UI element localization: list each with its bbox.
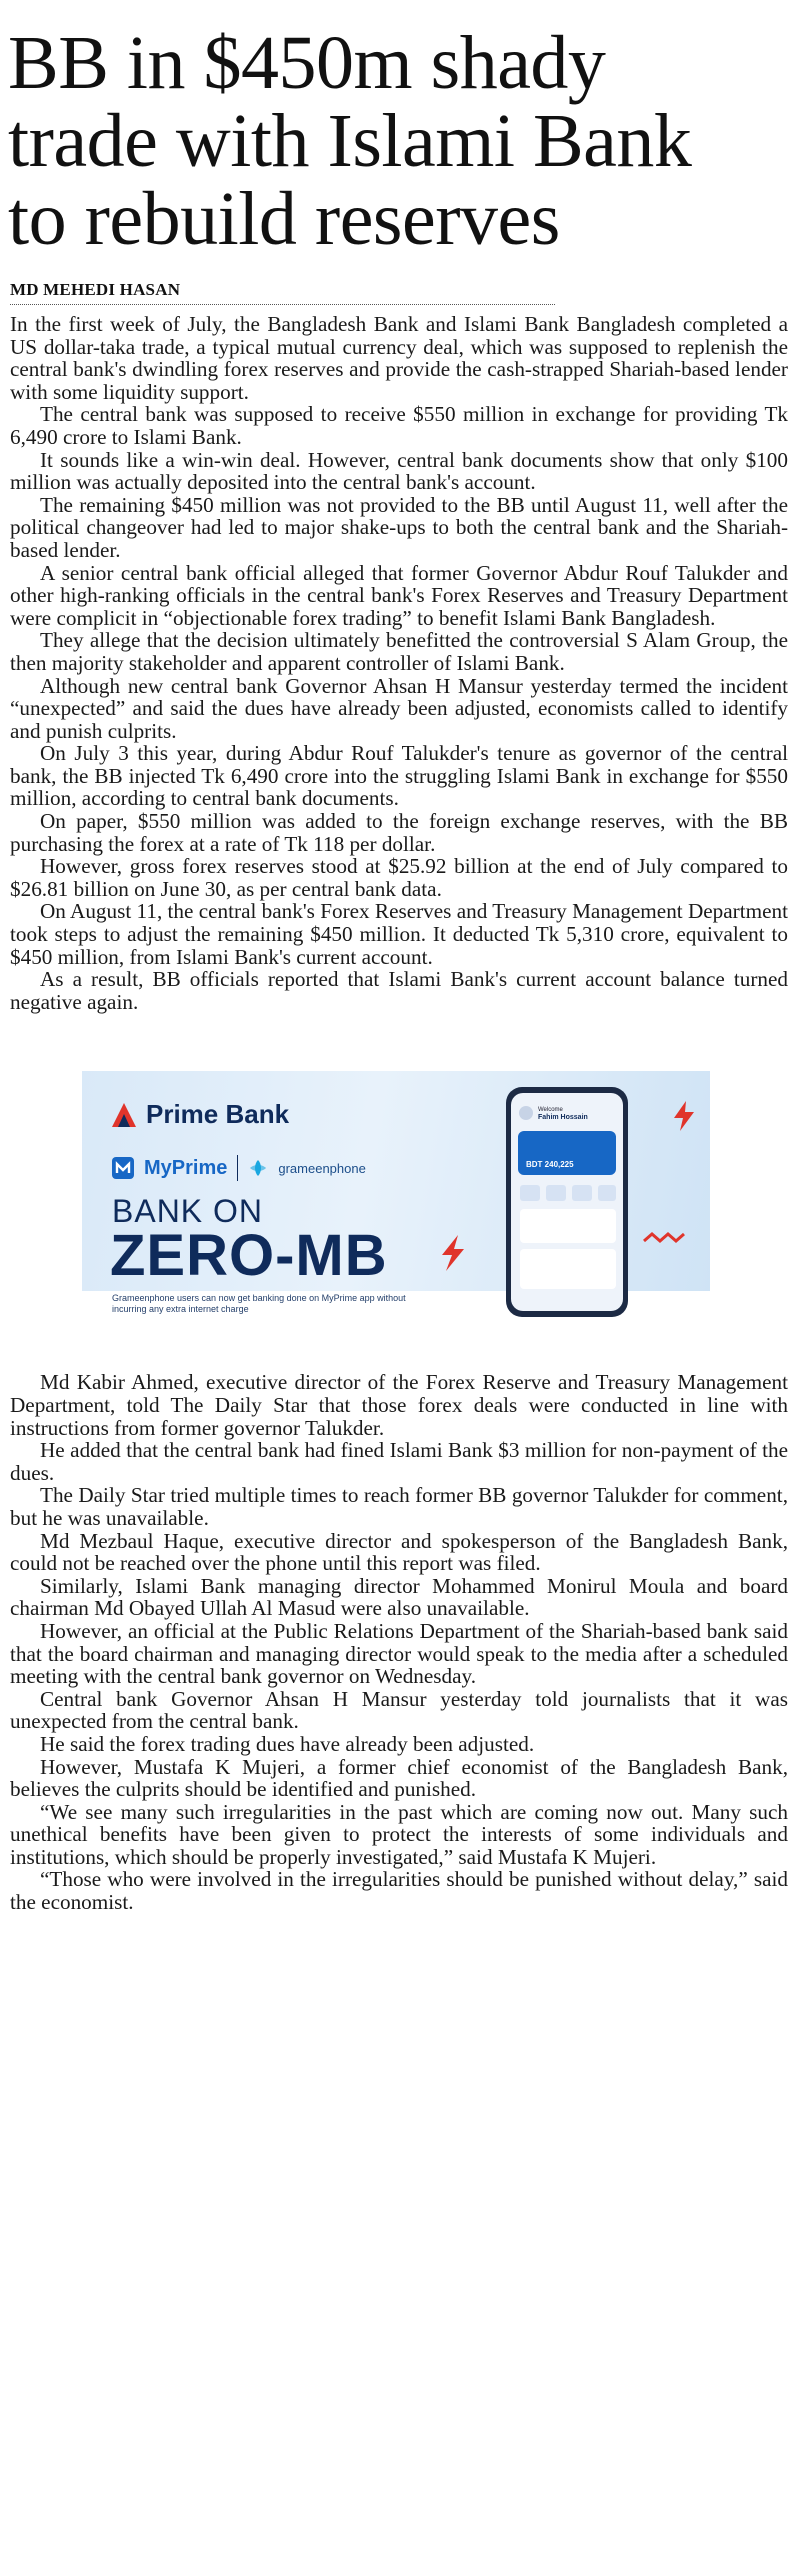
paragraph: Although new central bank Governor Ahsan H Mansur yesterday termed the incident “unexpected” and said the dues have already been adjusted, economists called to identify and punish culprits.: [10, 673, 788, 743]
ad-fine-print: Grameenphone users can now get banking done on MyPrime app without incurring any extra internet charge: [112, 1293, 406, 1315]
byline: MD MEHEDI HASAN: [10, 280, 555, 305]
ad-logo: [110, 1099, 289, 1130]
paragraph: On July 3 this year, during Abdur Rouf Talukder's tenure as governor of the central bank, the BB injected Tk 6,490 crore into the struggling Islami Bank in exchange for $550 million, according to central bank documents.: [10, 741, 788, 811]
paragraph: “Those who were involved in the irregularities should be punished without delay,” said the economist.: [10, 1867, 788, 1915]
squiggle-icon: [642, 1231, 688, 1245]
paragraph: He said the forex trading dues have already been adjusted.: [40, 1731, 535, 1756]
myprime-icon: [112, 1157, 134, 1179]
paragraph: Similarly, Islami Bank managing director Mohammed Monirul Moula and board chairman Md Obayed Ullah Al Masud were also unavailable.: [10, 1573, 788, 1621]
paragraph: The Daily Star tried multiple times to reach former BB governor Talukder for comment, but he was unavailable.: [10, 1483, 788, 1530]
paragraph: Md Kabir Ahmed, executive director of the Forex Reserve and Treasury Management Department, told The Daily Star that those forex deals were conducted in line with instructions from former governor Talukder.: [10, 1370, 788, 1440]
headline-line: trade with Islami Bank: [8, 99, 692, 183]
phone-mockup: [492, 1083, 642, 1307]
paragraph: A senior central bank official alleged that former Governor Abdur Rouf Talukder and other high-ranking officials in the central bank's Forex Reserves and Treasury Department were complicit in “objectionable forex trading” to benefit Islami Bank Bangladesh.: [10, 560, 788, 630]
ad-brand-row: [112, 1155, 366, 1181]
paragraph: The central bank was supposed to receive $550 million in exchange for providing Tk 6,490 crore to Islami Bank.: [10, 402, 788, 449]
svg-text:Welcome: Welcome: [538, 1107, 563, 1114]
article-body-bottom: [10, 1371, 788, 1913]
paragraph: He added that the central bank had fined Islami Bank $3 million for non-payment of the dues.: [10, 1438, 788, 1485]
paragraph: On August 11, the central bank's Forex Reserves and Treasury Management Department took steps to adjust the remaining $450 million. It deducted Tk 5,310 crore, equivalent to $450 million, from Islami Bank's current account.: [10, 899, 788, 969]
headline-line: to rebuild reserves: [8, 177, 560, 261]
ad-tagline-2: ZERO-MB: [110, 1223, 388, 1289]
paragraph: As a result, BB officials reported that Islami Bank's current account balance turned negative again.: [10, 967, 788, 1014]
headline: [0, 0, 797, 261]
ad-partner: grameenphone: [278, 1160, 366, 1176]
paragraph: On paper, $550 million was added to the foreign exchange reserves, with the BB purchasing the forex at a rate of Tk 118 per dollar.: [10, 809, 788, 856]
paragraph: In the first week of July, the Bangladesh Bank and Islami Bank Bangladesh completed a US dollar-taka trade, a typical mutual currency deal, which was supposed to replenish the central bank's dwindling forex reserves and provide the cash-strapped Shariah-based lender with some liquidity support.: [10, 312, 788, 404]
paragraph: The remaining $450 million was not provided to the BB until August 11, well after the political changeover had led to major shake-ups to both the central bank and the Shariah-based lender.: [10, 492, 788, 562]
ad-divider: [237, 1155, 238, 1181]
paragraph: Md Mezbaul Haque, executive director and spokesperson of the Bangladesh Bank, could not be reached over the phone until this report was filed.: [10, 1528, 788, 1576]
paragraph: “We see many such irregularities in the past which are coming now out. Many such unethical benefits have been given to protect the interests of some individuals and institutions, which should be properly investigated,” said Mustafa K Mujeri.: [10, 1799, 788, 1869]
prime-bank-logo-icon: [110, 1101, 138, 1129]
phone-balance: BDT 240,225: [526, 1160, 574, 1170]
ad-tagline-1: BANK ON: [112, 1193, 264, 1230]
paragraph: However, gross forex reserves stood at $25.92 billion at the end of July compared to $26.81 billion on June 30, as per central bank data.: [10, 854, 788, 901]
paragraph: However, an official at the Public Relations Department of the Shariah-based bank said that the board chairman and managing director would speak to the media after a scheduled meeting with the central bank governor on Wednesday.: [10, 1618, 788, 1689]
ad-bank-name: Prime Bank: [146, 1099, 290, 1130]
paragraph: Central bank Governor Ahsan H Mansur yesterday told journalists that it was unexpected from the central bank.: [10, 1686, 788, 1734]
paragraph: It sounds like a win-win deal. However, central bank documents show that only $100 million was actually deposited into the central bank's account.: [10, 447, 788, 495]
phone-user-name: Fahim Hossain: [538, 1114, 588, 1122]
paragraph: However, Mustafa K Mujeri, a former chief economist of the Bangladesh Bank, believes the culprits should be identified and punished.: [10, 1754, 788, 1802]
lightning-icon: [672, 1101, 696, 1131]
ad-app-name: MyPrime: [144, 1156, 228, 1179]
article-body-top: [10, 313, 788, 1013]
lightning-icon: [432, 1233, 472, 1273]
grameenphone-icon: [248, 1158, 268, 1178]
headline-line: BB in $450m shady: [8, 21, 606, 105]
prime-bank-ad[interactable]: [82, 1071, 710, 1315]
paragraph: They allege that the decision ultimately benefitted the controversial S Alam Group, the then majority stakeholder and apparent controller of Islami Bank.: [10, 628, 788, 675]
